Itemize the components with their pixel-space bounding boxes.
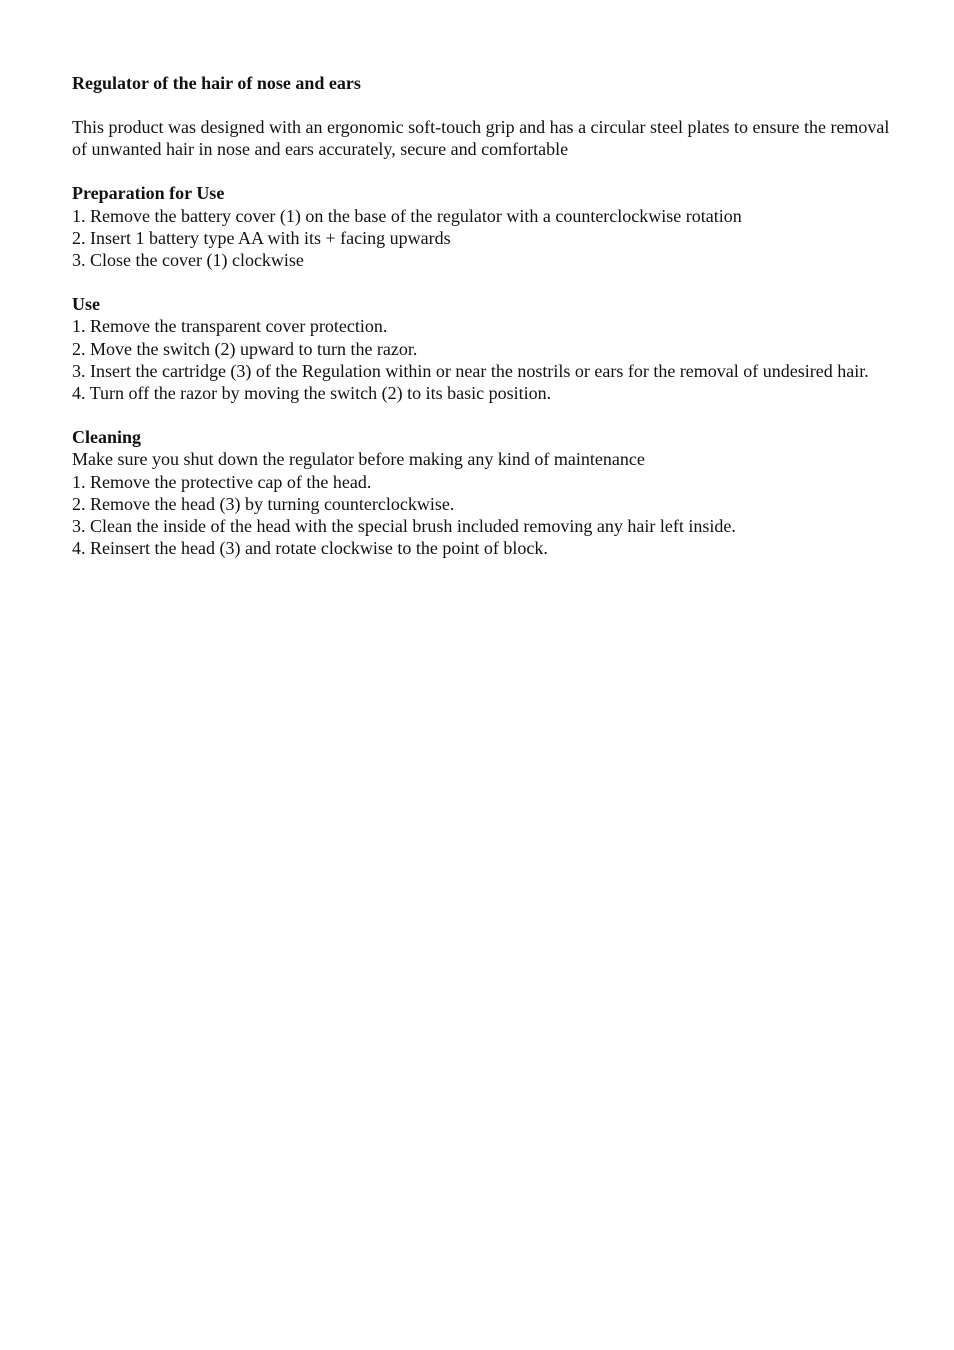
document-title: Regulator of the hair of nose and ears	[72, 73, 361, 93]
preparation-step: 2. Insert 1 battery type AA with its + facing upwards	[72, 227, 451, 248]
cleaning-step: 2. Remove the head (3) by turning counterclockwise.	[72, 493, 455, 514]
use-step: 2. Move the switch (2) upward to turn the razor.	[72, 338, 418, 359]
cleaning-steps	[72, 471, 902, 560]
use-steps	[72, 315, 902, 404]
intro-paragraph: This product was designed with an ergonomic soft-touch grip and has a circular steel plates to ensure the removal of unwanted hair in nose and ears accurately, secure and comfortable	[72, 117, 890, 160]
section-cleaning	[72, 426, 902, 559]
section-heading-preparation: Preparation for Use	[72, 183, 225, 204]
cleaning-step: 1. Remove the protective cap of the head.	[72, 471, 372, 492]
use-step: 1. Remove the transparent cover protection.	[72, 316, 388, 337]
use-step: 4. Turn off the razor by moving the switch (2) to its basic position.	[72, 383, 552, 404]
use-step: 3. Insert the cartridge (3) of the Regulation within or near the nostrils or ears for the removal of undesired hair.	[72, 360, 869, 381]
cleaning-step: 4. Reinsert the head (3) and rotate clockwise to the point of block.	[72, 538, 548, 559]
section-heading-cleaning: Cleaning	[72, 427, 142, 448]
preparation-step: 3. Close the cover (1) clockwise	[72, 250, 304, 271]
cleaning-step: 3. Clean the inside of the head with the special brush included removing any hair left inside.	[72, 516, 736, 537]
cleaning-note: Make sure you shut down the regulator before making any kind of maintenance	[72, 449, 645, 470]
document-page	[72, 72, 902, 559]
preparation-step: 1. Remove the battery cover (1) on the base of the regulator with a counterclockwise rotation	[72, 205, 742, 226]
preparation-steps	[72, 205, 902, 272]
section-use	[72, 293, 902, 404]
section-heading-use: Use	[72, 294, 100, 315]
section-preparation	[72, 182, 902, 271]
